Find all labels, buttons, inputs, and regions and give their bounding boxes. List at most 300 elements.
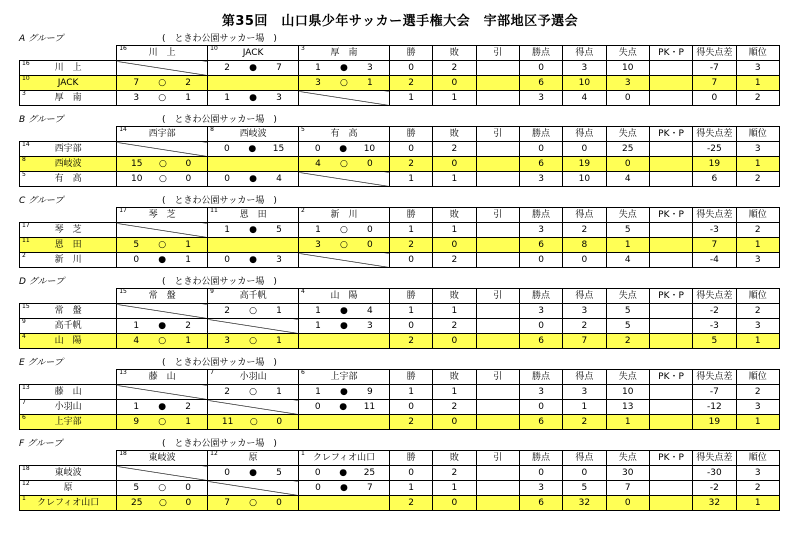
self-match-cell <box>117 466 208 481</box>
goals-for: 1 <box>315 321 321 331</box>
stat-cell: 1 <box>433 172 476 187</box>
match-score <box>117 496 207 510</box>
stat-cell: 2 <box>736 304 779 319</box>
opponent-header <box>208 289 299 304</box>
stat-cell: 3 <box>736 319 779 334</box>
self-match-cell <box>299 91 390 106</box>
column-header: 引 <box>476 46 519 61</box>
result-mark: ● <box>158 255 167 265</box>
stat-cell <box>476 223 519 238</box>
table-corner <box>20 451 117 466</box>
match-result-cell <box>117 238 208 253</box>
stat-cell: 0 <box>389 400 432 415</box>
result-mark: ○ <box>340 159 348 169</box>
column-header: PK・P <box>649 451 692 466</box>
stat-cell <box>476 415 519 430</box>
goals-for: 5 <box>133 483 140 493</box>
match-score <box>117 334 207 348</box>
goals-against: 1 <box>276 387 282 397</box>
stat-cell <box>649 238 692 253</box>
opponent-header <box>208 46 299 61</box>
team-name: 藤 山 <box>54 387 82 397</box>
goals-against: 0 <box>276 498 282 508</box>
group-name: B グループ <box>19 115 64 125</box>
opponent-header <box>117 289 208 304</box>
column-header: 得点 <box>563 370 606 385</box>
stat-cell: 3 <box>519 481 562 496</box>
column-header: 引 <box>476 127 519 142</box>
result-mark: ● <box>340 63 348 73</box>
group-block <box>19 357 779 430</box>
group-block <box>19 438 779 511</box>
stat-cell: 2 <box>389 238 432 253</box>
stat-cell: 3 <box>736 466 779 481</box>
match-result-cell <box>208 142 299 157</box>
stat-cell <box>649 76 692 91</box>
stat-cell: 2 <box>736 385 779 400</box>
group-table <box>19 207 780 268</box>
table-header-row <box>20 370 780 385</box>
stat-cell: 0 <box>563 466 606 481</box>
group-header <box>19 276 779 288</box>
team-name: 上宇部 <box>54 417 82 427</box>
group-name: E グループ <box>19 358 63 368</box>
stat-cell: -3 <box>693 223 736 238</box>
stat-cell: 5 <box>606 304 649 319</box>
team-name: 東岐波 <box>54 468 82 478</box>
team-name: 西宇部 <box>54 144 82 154</box>
match-score <box>117 319 207 333</box>
stat-cell: 2 <box>736 91 779 106</box>
column-header: 得点 <box>563 208 606 223</box>
stat-cell: -2 <box>693 481 736 496</box>
match-score <box>299 157 389 171</box>
stat-cell: 0 <box>389 319 432 334</box>
team-name: 厚 南 <box>54 93 82 103</box>
team-name: 高千帆 <box>54 321 82 331</box>
team-name: 常 盤 <box>148 291 176 301</box>
goals-for: 0 <box>315 483 321 493</box>
goals-for: 1 <box>315 63 321 73</box>
team-number: 3 <box>301 45 305 52</box>
team-name-cell <box>20 142 117 157</box>
stat-cell: 3 <box>519 385 562 400</box>
opponent-header <box>117 451 208 466</box>
match-score <box>299 142 389 156</box>
team-name: 小羽山 <box>239 372 267 382</box>
column-header: 得失点差 <box>693 370 736 385</box>
stat-cell <box>649 481 692 496</box>
team-name-cell <box>20 481 117 496</box>
stat-cell <box>649 334 692 349</box>
column-header: 失点 <box>606 451 649 466</box>
table-corner <box>20 127 117 142</box>
group-table <box>19 450 780 511</box>
goals-for: 1 <box>224 93 230 103</box>
match-result-cell <box>208 61 299 76</box>
column-header: 勝点 <box>519 127 562 142</box>
group-table <box>19 288 780 349</box>
result-mark: ● <box>158 402 167 412</box>
stat-cell: 0 <box>389 253 432 268</box>
goals-for: 2 <box>224 63 230 73</box>
match-score <box>208 223 298 237</box>
goals-against: 0 <box>367 159 373 169</box>
goals-against: 1 <box>276 336 282 346</box>
stat-cell: 0 <box>433 76 476 91</box>
stat-cell: 2 <box>563 415 606 430</box>
self-match-cell <box>208 238 299 253</box>
team-name-cell <box>20 157 117 172</box>
match-score <box>208 91 298 105</box>
self-match-cell <box>117 61 208 76</box>
column-header: 引 <box>476 451 519 466</box>
stat-cell: 1 <box>606 238 649 253</box>
column-header: 失点 <box>606 127 649 142</box>
team-number: 16 <box>22 60 30 67</box>
goals-against: 4 <box>367 306 373 316</box>
goals-against: 0 <box>185 483 191 493</box>
team-name: 川 上 <box>148 48 176 58</box>
stat-cell <box>649 319 692 334</box>
team-name: 琴 芝 <box>54 225 82 235</box>
column-header: 順位 <box>736 370 779 385</box>
stat-cell: 1 <box>389 304 432 319</box>
goals-against: 0 <box>276 417 283 427</box>
stat-cell: 0 <box>433 238 476 253</box>
team-name: 上宇部 <box>330 372 358 382</box>
match-score <box>208 334 298 348</box>
team-name: 新 川 <box>330 210 358 220</box>
stat-cell: 19 <box>563 157 606 172</box>
match-score <box>299 319 389 333</box>
column-header: 順位 <box>736 289 779 304</box>
stat-cell: 2 <box>433 253 476 268</box>
team-number: 9 <box>22 318 26 325</box>
goals-for: 3 <box>133 93 140 103</box>
match-score <box>117 238 207 252</box>
stat-cell: 10 <box>606 385 649 400</box>
stat-cell: 7 <box>693 76 736 91</box>
stat-cell <box>649 157 692 172</box>
table-row <box>20 76 780 91</box>
page-title: 第35回 山口県少年サッカー選手権大会 宇部地区予選会 <box>221 14 579 29</box>
goals-against: 10 <box>363 144 376 154</box>
column-header: 得点 <box>563 46 606 61</box>
team-number: 12 <box>210 450 218 457</box>
stat-cell <box>649 496 692 511</box>
result-mark: ○ <box>158 93 167 103</box>
table-row <box>20 415 780 430</box>
team-number: 13 <box>22 384 30 391</box>
column-header: PK・P <box>649 46 692 61</box>
stat-cell: 6 <box>519 334 562 349</box>
group-block <box>19 114 779 187</box>
match-result-cell <box>299 157 390 172</box>
column-header: 順位 <box>736 127 779 142</box>
team-name: 山 陽 <box>54 336 82 346</box>
column-header: 引 <box>476 370 519 385</box>
stat-cell: 0 <box>519 319 562 334</box>
column-header: 敗 <box>433 127 476 142</box>
self-match-cell <box>208 400 299 415</box>
column-header: 順位 <box>736 451 779 466</box>
table-header-row <box>20 289 780 304</box>
goals-for: 1 <box>315 387 321 397</box>
match-score <box>117 481 207 495</box>
stat-cell: 0 <box>606 157 649 172</box>
table-row <box>20 238 780 253</box>
goals-against: 7 <box>367 483 373 493</box>
stat-cell: -30 <box>693 466 736 481</box>
column-header: 敗 <box>433 451 476 466</box>
column-header: 勝点 <box>519 208 562 223</box>
stat-cell <box>649 304 692 319</box>
stat-cell <box>476 496 519 511</box>
match-result-cell <box>117 400 208 415</box>
stat-cell: 2 <box>736 481 779 496</box>
team-name-cell <box>20 253 117 268</box>
stat-cell: 1 <box>606 415 649 430</box>
stat-cell: 2 <box>433 142 476 157</box>
self-match-cell <box>117 142 208 157</box>
stat-cell <box>476 61 519 76</box>
self-match-cell <box>208 76 299 91</box>
stat-cell: 1 <box>736 415 779 430</box>
stat-cell: 10 <box>563 76 606 91</box>
match-result-cell <box>208 304 299 319</box>
goals-against: 0 <box>185 159 192 169</box>
opponent-header <box>208 127 299 142</box>
match-score <box>208 61 298 75</box>
stat-cell <box>649 385 692 400</box>
table-row <box>20 400 780 415</box>
match-result-cell <box>299 481 390 496</box>
result-mark: ● <box>340 321 348 331</box>
result-mark: ● <box>249 468 257 478</box>
stat-cell: 30 <box>606 466 649 481</box>
match-result-cell <box>208 91 299 106</box>
result-mark: ○ <box>158 78 167 88</box>
team-number: 7 <box>210 369 214 376</box>
stat-cell: 3 <box>519 172 562 187</box>
stat-cell <box>476 238 519 253</box>
match-result-cell <box>208 223 299 238</box>
match-score <box>299 304 389 318</box>
match-result-cell <box>299 61 390 76</box>
group-block <box>19 195 779 268</box>
stat-cell: 0 <box>693 91 736 106</box>
group-header <box>19 357 779 369</box>
column-header: 失点 <box>606 370 649 385</box>
goals-against: 9 <box>367 387 373 397</box>
match-result-cell <box>208 334 299 349</box>
stat-cell <box>649 415 692 430</box>
team-number: 6 <box>301 369 305 376</box>
goals-against: 3 <box>276 93 282 103</box>
stat-cell: 0 <box>433 334 476 349</box>
match-result-cell <box>117 481 208 496</box>
table-header-row <box>20 451 780 466</box>
column-header: 得点 <box>563 127 606 142</box>
stat-cell: 0 <box>519 61 562 76</box>
team-number: 14 <box>22 141 30 148</box>
column-header: 失点 <box>606 208 649 223</box>
result-mark: ● <box>340 306 348 316</box>
match-result-cell <box>299 304 390 319</box>
stat-cell: 19 <box>693 157 736 172</box>
match-score <box>299 385 389 399</box>
goals-against: 25 <box>363 468 376 478</box>
team-number: 10 <box>22 75 30 82</box>
self-match-cell <box>299 415 390 430</box>
stat-cell: 1 <box>736 496 779 511</box>
team-name-cell <box>20 61 117 76</box>
stat-cell: 10 <box>606 61 649 76</box>
result-mark: ○ <box>158 336 167 346</box>
match-result-cell <box>299 223 390 238</box>
stat-cell: 1 <box>433 91 476 106</box>
result-mark: ● <box>340 483 348 493</box>
team-name-cell <box>20 223 117 238</box>
table-row <box>20 319 780 334</box>
match-score <box>208 496 298 510</box>
stat-cell: 1 <box>389 91 432 106</box>
team-number: 18 <box>22 465 30 472</box>
match-score <box>299 481 389 495</box>
match-result-cell <box>117 172 208 187</box>
group-table <box>19 45 780 106</box>
stat-cell: 4 <box>606 172 649 187</box>
group-venue: ( ときわ公園サッカー場 ) <box>162 358 277 368</box>
stat-cell: 2 <box>433 400 476 415</box>
stat-cell: 3 <box>519 304 562 319</box>
goals-against: 0 <box>185 498 192 508</box>
team-number: 5 <box>301 126 305 133</box>
team-number: 1 <box>22 495 26 502</box>
stat-cell: 3 <box>563 61 606 76</box>
stat-cell: 32 <box>693 496 736 511</box>
opponent-header <box>208 208 299 223</box>
self-match-cell <box>117 385 208 400</box>
team-name-cell <box>20 238 117 253</box>
stat-cell: 2 <box>389 496 432 511</box>
stat-cell: 2 <box>736 223 779 238</box>
goals-against: 1 <box>185 336 191 346</box>
stat-cell: 5 <box>563 481 606 496</box>
goals-for: 4 <box>315 159 321 169</box>
match-score <box>117 172 207 186</box>
stat-cell: 13 <box>606 400 649 415</box>
opponent-header <box>117 370 208 385</box>
match-score <box>117 415 207 429</box>
stat-cell <box>649 466 692 481</box>
group-venue: ( ときわ公園サッカー場 ) <box>162 196 277 206</box>
stat-cell <box>476 304 519 319</box>
match-result-cell <box>299 466 390 481</box>
match-score <box>208 172 298 186</box>
stat-cell: 0 <box>519 253 562 268</box>
team-name-cell <box>20 334 117 349</box>
table-row <box>20 304 780 319</box>
stat-cell: 1 <box>433 223 476 238</box>
match-score <box>208 253 298 267</box>
goals-for: 1 <box>224 225 230 235</box>
group-venue: ( ときわ公園サッカー場 ) <box>162 115 277 125</box>
result-mark: ○ <box>158 498 167 508</box>
stat-cell: 1 <box>389 385 432 400</box>
match-score <box>208 385 298 399</box>
stat-cell <box>476 142 519 157</box>
team-number: 11 <box>22 237 30 244</box>
stat-cell: 5 <box>693 334 736 349</box>
column-header: 失点 <box>606 289 649 304</box>
stat-cell: 3 <box>736 142 779 157</box>
team-name-cell <box>20 496 117 511</box>
match-result-cell <box>208 385 299 400</box>
stat-cell: 0 <box>606 496 649 511</box>
goals-against: 1 <box>185 255 191 265</box>
result-mark: ● <box>340 387 348 397</box>
team-number: 1 <box>301 450 305 457</box>
opponent-header <box>208 370 299 385</box>
group-name: F グループ <box>19 439 63 449</box>
column-header: 順位 <box>736 208 779 223</box>
result-mark: ○ <box>340 240 348 250</box>
team-number: 2 <box>22 252 26 259</box>
goals-against: 1 <box>185 93 191 103</box>
stat-cell: -7 <box>693 385 736 400</box>
column-header: PK・P <box>649 127 692 142</box>
stat-cell: 2 <box>389 334 432 349</box>
opponent-header <box>117 208 208 223</box>
stat-cell: 0 <box>433 415 476 430</box>
result-mark: ○ <box>158 417 167 427</box>
self-match-cell <box>208 481 299 496</box>
stat-cell: 0 <box>389 466 432 481</box>
opponent-header <box>299 451 390 466</box>
column-header: 敗 <box>433 370 476 385</box>
group-header <box>19 195 779 207</box>
goals-against: 2 <box>185 321 191 331</box>
result-mark: ○ <box>158 483 167 493</box>
team-number: 2 <box>301 207 305 214</box>
column-header: PK・P <box>649 370 692 385</box>
match-result-cell <box>117 76 208 91</box>
group-venue: ( ときわ公園サッカー場 ) <box>162 439 277 449</box>
stat-cell: 6 <box>519 238 562 253</box>
stat-cell: 3 <box>606 76 649 91</box>
stat-cell: 1 <box>389 481 432 496</box>
stat-cell: 2 <box>433 466 476 481</box>
opponent-header <box>299 208 390 223</box>
goals-for: 0 <box>314 402 321 412</box>
table-row <box>20 91 780 106</box>
stat-cell <box>476 481 519 496</box>
self-match-cell <box>117 304 208 319</box>
result-mark: ○ <box>249 417 258 427</box>
result-mark: ● <box>249 63 257 73</box>
table-corner <box>20 46 117 61</box>
result-mark: ● <box>158 321 167 331</box>
stat-cell <box>476 385 519 400</box>
goals-against: 4 <box>276 174 282 184</box>
stat-cell <box>476 157 519 172</box>
stat-cell: 1 <box>736 157 779 172</box>
goals-against: 1 <box>185 417 191 427</box>
team-number: 8 <box>210 126 214 133</box>
team-name: 藤 山 <box>148 372 176 382</box>
